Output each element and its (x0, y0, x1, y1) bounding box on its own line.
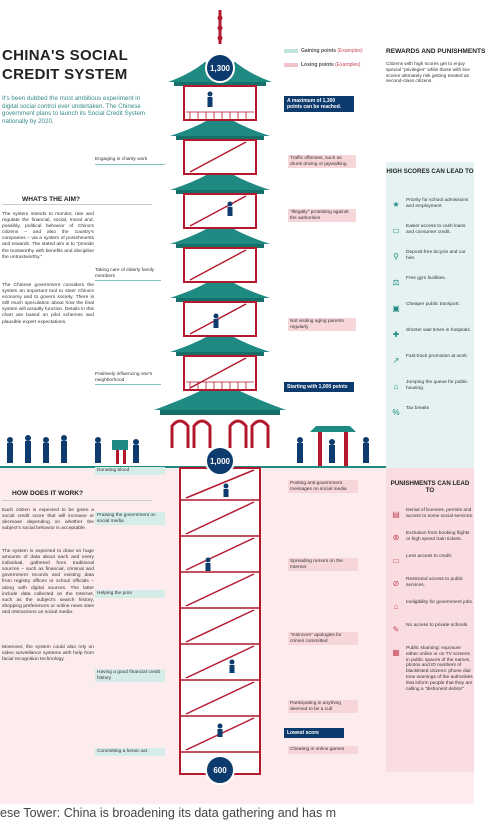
punishment-item (390, 577, 474, 589)
license-icon: ▤ (392, 509, 400, 519)
credit-card-icon: ▭ (392, 225, 400, 235)
intro-text: It's been dubbed the most ambitious experiment in digital social control ever undertaken. The Chinese government plans to launch its Social Credit System nationally by 2020. (2, 95, 146, 125)
high-score-item-text: Jumping the queue for public housing. (406, 380, 468, 391)
high-score-item-text: Deposit-free bicycle and car hire. (406, 250, 466, 261)
high-score-item (390, 224, 474, 236)
aim-paragraph-1: The system intends to monitor, rate and regulate the financial, social, moral and, possibly, political behavior of China's citizens – and also the country's companies – via a system of punishments and rewards. The stated aim is to "provide the trustworthy with benefits and discipline the untrustworthy." (2, 212, 94, 260)
high-scores-list (390, 198, 474, 432)
high-score-item-text: Shorter wait times in hospitals. (406, 328, 472, 333)
high-score-item (390, 198, 474, 210)
punishment-item-text: Exclusion from booking flights or high speed train tickets. (406, 531, 470, 542)
lose-label-8: Cheating in online games (288, 746, 358, 754)
tax-icon: % (392, 407, 400, 417)
legend-losing (284, 62, 360, 68)
punishment-item-text: Restricted access to public services. (406, 577, 464, 588)
punishment-item-text: Public shaming: exposure either online or on TV screens in public spaces of the names, photos and ID numbers of blacklisted citizens: phone dial tone warnings of the authorities that inform people that they are calling a "dishonest debtor" (406, 646, 473, 692)
house-icon: ⌂ (393, 381, 399, 391)
high-score-item (390, 250, 474, 262)
how-rule (2, 500, 152, 501)
punishments-heading (386, 480, 474, 494)
aim-paragraph-2: The Chinese government considers the system an important tool to steer China's economy and to govern society. There is still much speculation about how the final system will actually function. Details in this chart are based on pilot schemes and plausible expert expectations. (2, 283, 94, 325)
lowest-score-label: Lowest score (284, 728, 344, 738)
rewards-text: Citizens with high scores get to enjoy special "privileges" while those with low scores ultimately risk getting treated as second-class citizens. (386, 62, 470, 85)
promotion-icon: ↗ (392, 355, 400, 365)
score-badge-start: 1,000 (205, 446, 235, 476)
legend-gaining-examples: (Examples) (337, 48, 363, 54)
aim-heading: WHAT'S THE AIM? (22, 196, 80, 203)
lose-label-6: "Insincere" apologies for crimes committed (288, 632, 358, 645)
punishment-item-text: No access to private schools. (406, 623, 469, 628)
figure-caption: ese Tower: China is broadening its data gathering and has m (0, 806, 337, 820)
score-badge-lowest: 600 (205, 755, 235, 785)
how-paragraph-2: The system is expected to draw on huge amounts of data about each and every individual, gathered from traditional sources – such as financial, criminal and government records and existing data from registry offices or school officials – along with digital sources. The latter include data collected on the Internet, such as the subject's search history, shopping preferences or online news sites and interactions on social media. (2, 549, 94, 615)
start-score-label: Starting with 1,000 points (284, 382, 354, 392)
lose-label-7: Participating in anything deemed to be a cult (288, 700, 358, 713)
gain-label-3: Positively influencing one's neighborhood (95, 372, 161, 385)
punishment-item-text: Ineligibility for government jobs. (406, 600, 474, 605)
high-score-item (390, 276, 474, 288)
punishment-item (390, 508, 474, 520)
shaming-icon: ▦ (392, 647, 400, 657)
high-scores-heading-text: HIGH SCORES CAN LEAD TO (386, 168, 474, 175)
high-score-item-text: Priority for school admissions and employment (406, 198, 469, 209)
rewards-heading: REWARDS AND PUNISHMENTS (386, 48, 485, 55)
gain-label-4: Donating blood (95, 467, 165, 475)
train-icon: ⊗ (392, 532, 400, 542)
gain-label-8: Committing a heroic act (95, 748, 165, 756)
max-score-label: A maximum of 1,300 points can be reached. (284, 96, 354, 112)
legend-gaining (284, 48, 363, 54)
star-icon: ★ (392, 199, 400, 209)
high-scores-heading (386, 168, 474, 175)
lose-label-5: Spreading rumors on the Internet (288, 558, 358, 571)
public-services-icon: ⊘ (392, 578, 400, 588)
high-score-item (390, 380, 474, 392)
punishment-item (390, 646, 474, 692)
high-score-item-text: Tax breaks (406, 406, 430, 411)
pagoda-tower-graphic (150, 0, 290, 790)
lose-label-1: Traffic offenses, such as drunk driving or jaywalking (288, 155, 356, 168)
how-paragraph-1: Each citizen is expected to be given a social credit score that will increase or decrease depending on whether the subject's social behavior is acceptable. (2, 508, 94, 532)
how-paragraph-3: Moreover, the system could also rely on video surveillance systems with help from facial recognition technology. (2, 645, 94, 663)
punishment-item-text: Less access to credit. (406, 554, 453, 559)
aim-rule (2, 204, 152, 205)
punishment-item (390, 600, 474, 612)
how-heading: HOW DOES IT WORK? (12, 490, 84, 497)
crowd-left-graphic (0, 410, 150, 470)
title-line-1: CHINA'S SOCIAL (2, 47, 129, 64)
punishment-item (390, 623, 474, 635)
title-line-2: CREDIT SYSTEM (2, 66, 128, 83)
gain-label-6: Helping the poor (95, 590, 165, 598)
high-score-item-text: Fast-track promotion at work. (406, 354, 469, 359)
bus-icon: ▣ (392, 303, 400, 313)
lose-label-4: Posting anti-government messages on social media (288, 480, 358, 493)
credit-icon: ▭ (392, 555, 400, 565)
score-badge-top: 1,300 (205, 53, 235, 83)
high-score-item (390, 328, 474, 340)
page-title (2, 46, 152, 84)
gain-label-7: Having a good financial credit history (95, 669, 165, 682)
lose-label-3: Not visiting aging parents regularly (288, 318, 356, 331)
high-score-item (390, 302, 474, 314)
legend-gaining-label: Gaining points (301, 48, 336, 54)
high-score-item (390, 406, 474, 418)
punishments-heading-text: PUNISHMENTS CAN LEAD TO (390, 480, 470, 494)
high-score-item (390, 354, 474, 366)
hospital-icon: ✚ (392, 329, 400, 339)
gain-label-5: Praising the government on social media (95, 512, 165, 525)
dumbbell-icon: ⚖ (392, 277, 400, 287)
legend-losing-examples: (Examples) (335, 62, 361, 68)
school-icon: ✎ (392, 624, 400, 634)
lose-label-2: "Illegally" protesting against the authorities (288, 209, 356, 222)
punishment-item-text: Denial of licenses, permits and access to some social services. (406, 508, 474, 519)
legend-losing-label: Losing points (301, 62, 334, 68)
gain-label-2: Taking care of elderly family members (95, 268, 161, 281)
punishment-item (390, 554, 474, 566)
high-score-item-text: Free gym facilities. (406, 276, 446, 281)
bicycle-icon: ⚲ (393, 251, 399, 261)
punishment-item (390, 531, 474, 543)
government-icon: ⌂ (393, 601, 399, 611)
punishments-list (390, 508, 474, 703)
high-score-item-text: Easier access to cash loans and consumer credit. (406, 224, 466, 235)
high-score-item-text: Cheaper public transport. (406, 302, 460, 307)
gain-label-1: Engaging in charity work (95, 157, 165, 165)
kiosk-right-graphic (290, 410, 386, 470)
